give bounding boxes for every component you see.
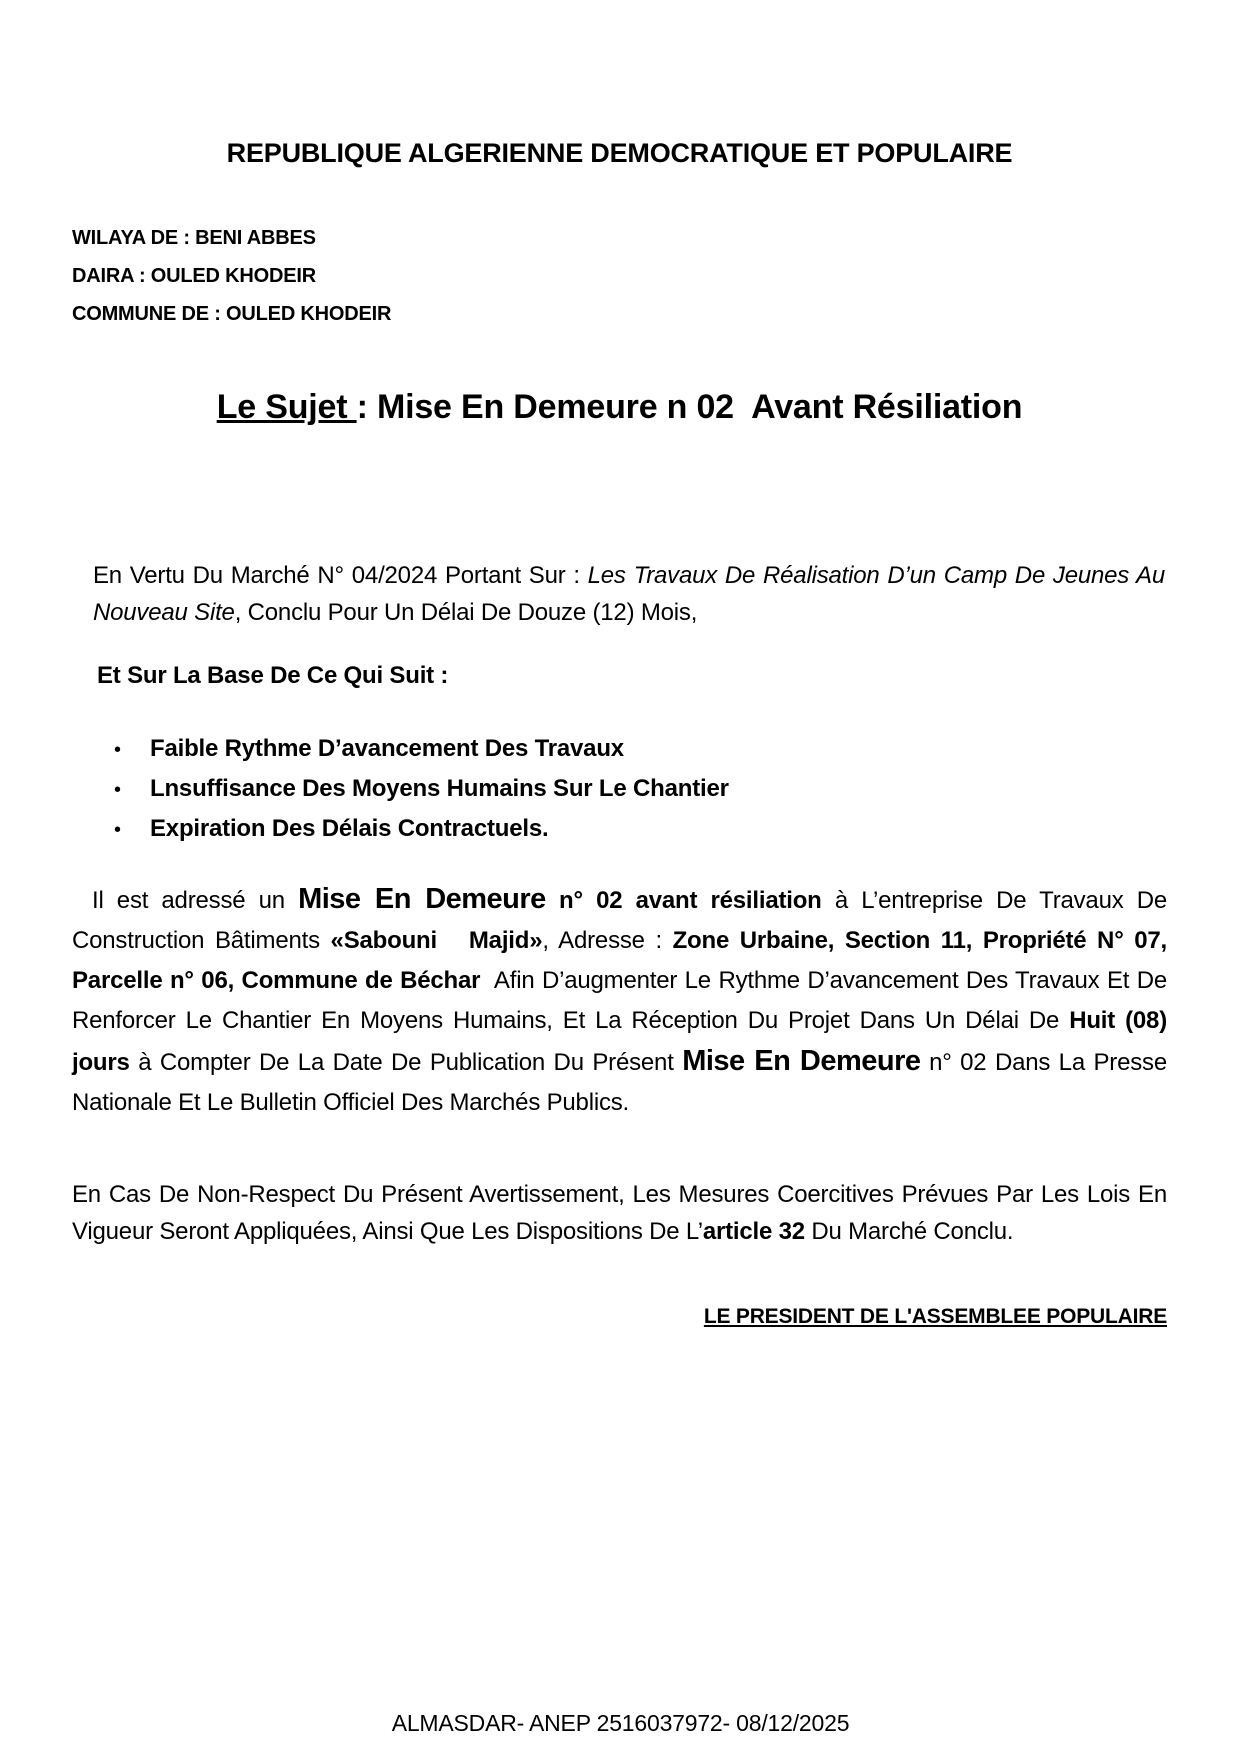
notice-paragraph (72, 879, 1167, 1123)
notice-address-value: Zone Urbaine, Section 11, Propriété N° 07, Parcelle n° 06, Commune de Béchar (72, 927, 1167, 995)
notice-address-label: , Adresse : (542, 927, 673, 955)
notice-closing: n° 02 Dans La Presse Nationale Et Le Bulletin Officiel Des Marchés Publics. (72, 1049, 1167, 1117)
basis-item-1: • Faible Rythme D’avancement Des Travaux (72, 729, 1167, 769)
basis-item-3: • Expiration Des Délais Contractuels. (72, 809, 1167, 849)
subject-separator: : (356, 388, 377, 427)
notice-counting: à Compter De La Date De Publication Du Présent (129, 1049, 683, 1077)
notice-demands: Afin D’augmenter Le Rythme D’avancement Des Travaux Et De Renforcer Le Chantier En Moyens Humains, Et La Réception Du Projet Dans Un Délai De (72, 967, 1167, 1035)
basis-item-2: • Lnsuffisance Des Moyens Humains Sur Le Chantier (72, 769, 1167, 809)
republic-title: REPUBLIQUE ALGERIENNE DEMOCRATIQUE ET POPULAIRE (226, 138, 1013, 168)
notice-deadline: Huit (08) jours (72, 1007, 1167, 1077)
notice-opening: Il est adressé un (92, 887, 299, 915)
notice-mise-en-demeure-1: Mise En Demeure (298, 883, 546, 916)
notice-company-name: «Sabouni Majid» (330, 927, 543, 955)
warning-article-ref: article 32 (702, 1218, 805, 1246)
daira-line: DAIRA : OULED KHODEIR (72, 265, 316, 288)
wilaya-line: WILAYA DE : BENI ABBES (72, 227, 316, 250)
notice-number: n° 02 avant résiliation (545, 887, 822, 915)
admin-header-block (72, 219, 1167, 333)
intro-lead: En Vertu Du Marché N° 04/2024 Portant Sur : (93, 562, 588, 590)
basis-list (72, 729, 1167, 849)
intro-contract-object: Les Travaux De Réalisation D’un Camp De Jeunes Au Nouveau Site (93, 562, 1165, 627)
warning-opening: En Cas De Non-Respect Du Présent Avertissement, Les Mesures Coercitives Prévues Par Les Lois En Vigueur Seront Appliquées, Ainsi Que Les Dispositions De L’ (72, 1181, 1167, 1246)
commune-line: COMMUNE DE : OULED KHODEIR (72, 303, 392, 326)
subject-label: Le Sujet (216, 388, 357, 427)
notice-mise-en-demeure-2: Mise En Demeure (682, 1045, 921, 1078)
notice-company-intro: à L’entreprise De Travaux De Construction Bâtiments (72, 887, 1168, 955)
basis-heading: Et Sur La Base De Ce Qui Suit : (97, 662, 449, 690)
warning-paragraph (72, 1176, 1167, 1250)
footer-publication-note: ALMASDAR- ANEP 2516037972- 08/12/2025 (391, 1710, 850, 1736)
subject-title (72, 385, 1167, 429)
intro-tail: , Conclu Pour Un Délai De Douze (12) Mois, (234, 599, 698, 627)
intro-paragraph (93, 557, 1165, 631)
warning-closing: Du Marché Conclu. (804, 1218, 1014, 1246)
signature-line: LE PRESIDENT DE L'ASSEMBLEE POPULAIRE (703, 1305, 1167, 1329)
subject-text: Mise En Demeure n 02 Avant Résiliation (376, 388, 1023, 427)
